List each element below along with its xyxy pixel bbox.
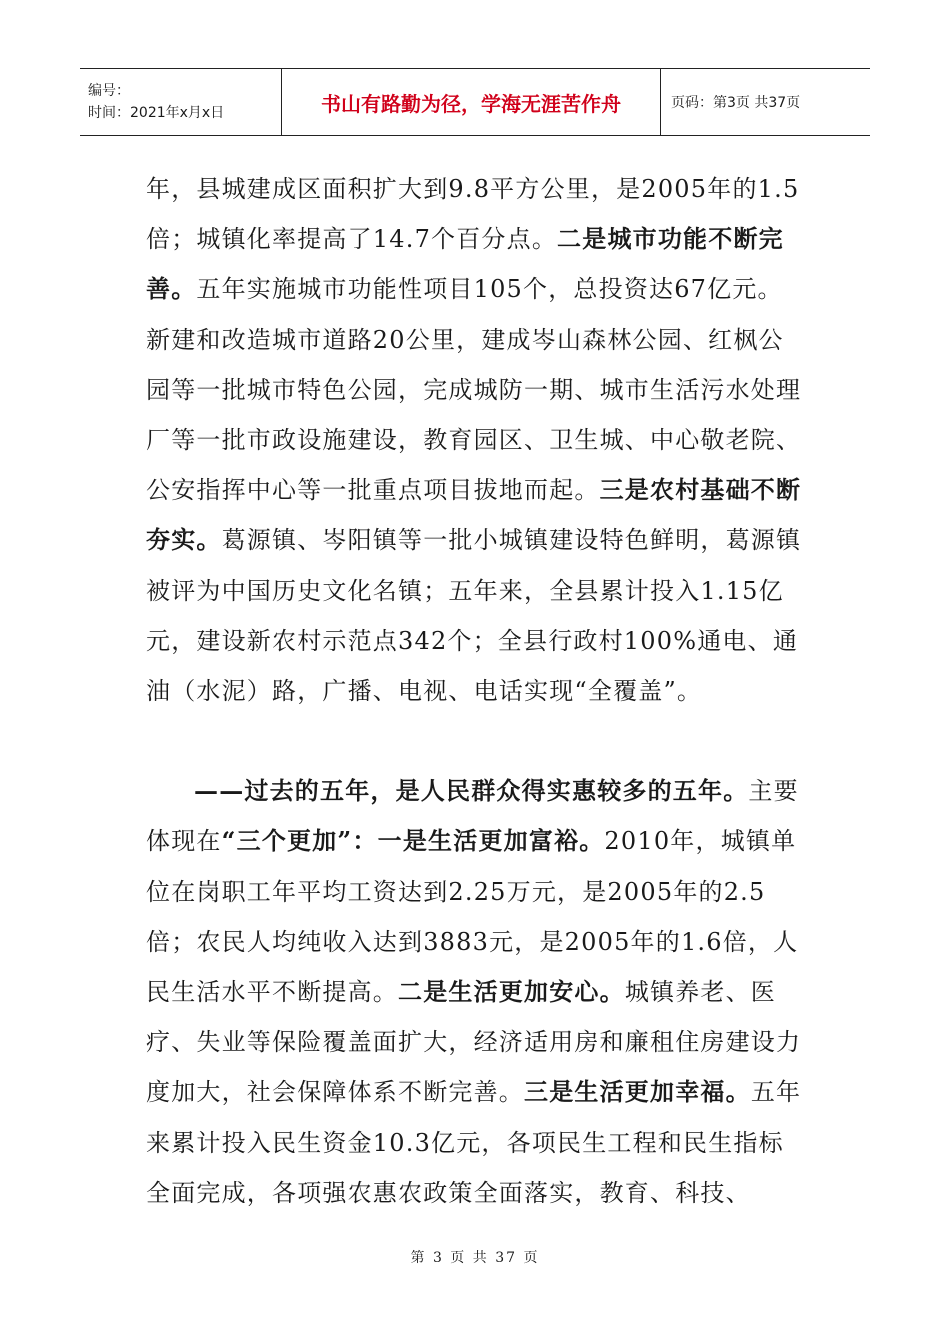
bold-heading: 三是生活更加幸福。 — [524, 1077, 751, 1107]
text-run: 2010年，城镇单位在岗职工年平均工资达到2.25万元，是2005年的2.5倍；农民人均纯收入达到3883元，是2005年的1.6倍，人民生活水平不断提高。 — [146, 827, 799, 1007]
header-motto: 书山有路勤为径，学海无涯苦作舟 — [282, 69, 661, 135]
text-run: 年，县城建成区面积扩大到9.8平方公里，是2005年的1.5倍；城镇化率提高了14.7个百分点。 — [146, 175, 800, 254]
text-run: 城镇养老、医疗、失业等保险覆盖面扩大，经济适用房和廉租住房建设力度加大，社会保障体系不断完善。 — [146, 978, 802, 1107]
page-header — [80, 68, 870, 136]
text-run: 主要体现在 — [146, 777, 799, 856]
header-page-info: 页码：第3页 共37页 — [671, 95, 801, 111]
bold-heading: 二是城市功能不断完善。 — [146, 224, 784, 304]
text-run: 五年实施城市功能性项目105个，总投资达67亿元。新建和改造城市道路20公里，建成岑山森林公园、红枫公园等一批城市特色公园，完成城防一期、城市生活污水处理厂等一批市政设施建设，教育园区、卫生城、中心敬老院、公安指挥中心等一批重点项目拔地而起。 — [146, 275, 802, 505]
bold-heading: 二是生活更加安心。 — [398, 977, 625, 1007]
text-run: 葛源镇、岑阳镇等一批小城镇建设特色鲜明，葛源镇被评为中国历史文化名镇；五年来，全县累计投入1.15亿元，建设新农村示范点342个；全县行政村100%通电、通油（水泥）路，广播、电视、电话实现“全覆盖”。 — [146, 526, 802, 706]
text-run: 五年来累计投入民生资金10.3亿元，各项民生工程和民生指标全面完成，各项强农惠农政策全面落实，教育、科技、 — [146, 1078, 802, 1207]
bold-heading: 三是农村基础不断夯实。 — [146, 475, 802, 555]
page-footer: 第 3 页 共 37 页 — [410, 1250, 540, 1266]
document-number-label: 编号： — [88, 83, 130, 99]
document-body — [146, 164, 806, 1218]
bold-heading: ——过去的五年，是人民群众得实惠较多的五年。 — [194, 776, 749, 806]
bold-heading: “三个更加”：一是生活更加富裕。 — [221, 826, 605, 856]
paragraph-2 — [146, 766, 806, 1218]
document-date: 时间：2021年x月x日 — [88, 105, 225, 121]
header-meta — [80, 69, 282, 135]
paragraph-1 — [146, 164, 806, 716]
